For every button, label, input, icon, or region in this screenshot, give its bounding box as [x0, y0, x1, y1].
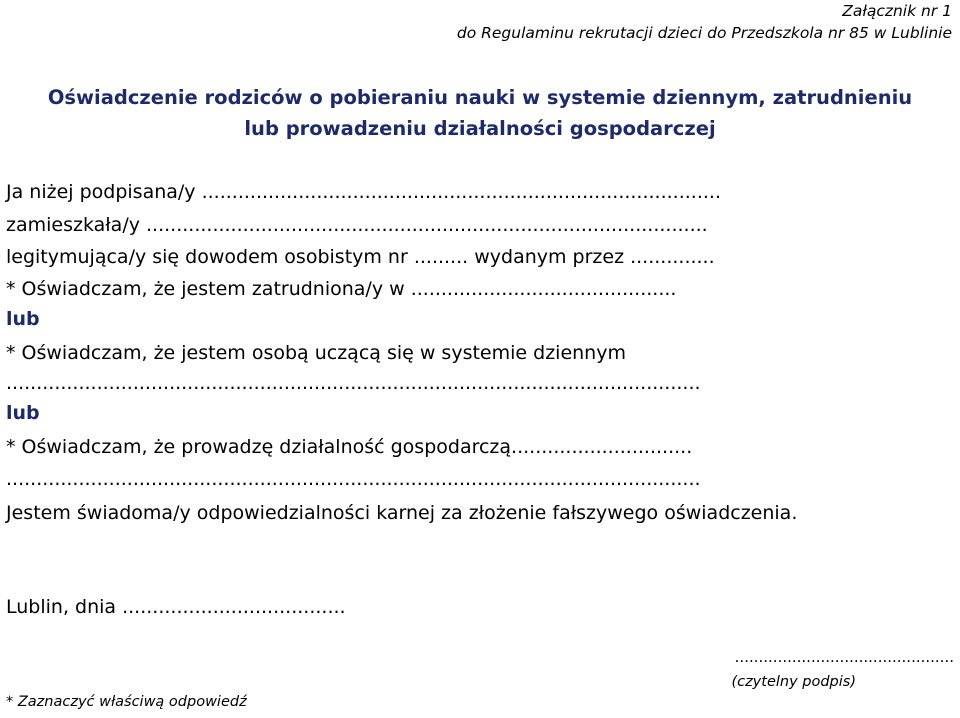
- document-title-line2: lub prowadzeniu działalności gospodarczej: [244, 117, 716, 140]
- or-label-1: lub: [6, 308, 40, 330]
- signature-dots: ..............................................: [734, 648, 954, 666]
- place-date-line: Lublin, dnia .....................................: [6, 596, 346, 618]
- selection-note: * Zaznaczyć właściwą odpowiedź: [6, 694, 247, 710]
- dots-line-1: ...................................................................................................................: [6, 372, 701, 394]
- business-line: * Oświadczam, że prowadzę działalność gospodarczą..............................: [6, 436, 693, 458]
- signature-label: (czytelny podpis): [731, 674, 856, 690]
- regulation-label: do Regulaminu rekrutacji dzieci do Przedszkola nr 85 w Lublinie: [456, 24, 952, 42]
- annex-label: Załącznik nr 1: [842, 2, 952, 20]
- dots-line-2: ...................................................................................................................: [6, 468, 701, 490]
- student-line: * Oświadczam, że jestem osobą uczącą się w systemie dziennym: [6, 342, 626, 364]
- awareness-statement: Jestem świadoma/y odpowiedzialności karnej za złożenie fałszywego oświadczenia.: [6, 502, 798, 524]
- document-title-line1: Oświadczenie rodziców o pobieraniu nauki w systemie dziennym, zatrudnieniu: [47, 86, 913, 109]
- or-label-2: lub: [6, 402, 40, 424]
- resident-line: zamieszkała/y .............................................................................................: [6, 214, 708, 236]
- id-document-line: legitymująca/y się dowodem osobistym nr ......... wydanym przez ..............: [6, 246, 715, 268]
- signed-line: Ja niżej podpisana/y ......................................................................................: [6, 181, 721, 203]
- employed-line: * Oświadczam, że jestem zatrudniona/y w ............................................: [6, 278, 677, 300]
